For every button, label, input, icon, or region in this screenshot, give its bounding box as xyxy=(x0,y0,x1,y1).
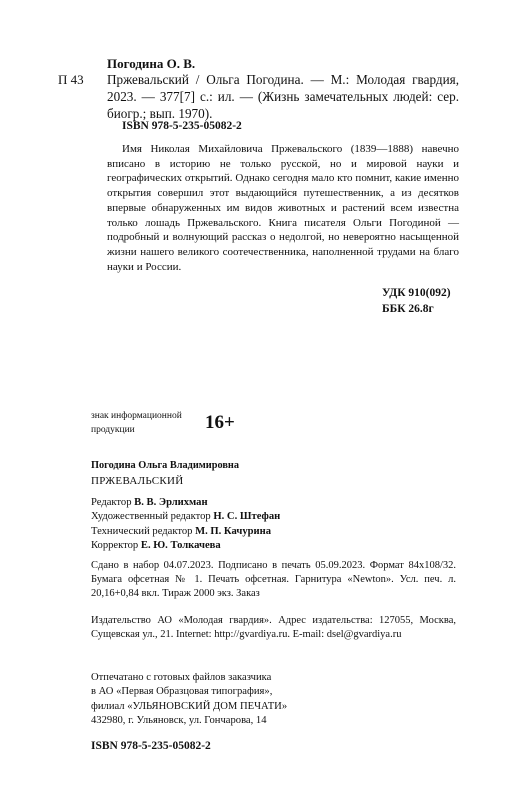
staff-row-art-editor xyxy=(91,510,280,524)
bibliographic-citation: Пржевальский / Ольга Погодина. — М.: Молодая гвардия, 2023. — 377[7] с.: ил. — (Жизнь замечательных людей: сер. биогр.; вып. 1970). xyxy=(107,72,459,121)
isbn-top: ISBN 978-5-235-05082-2 xyxy=(122,120,242,132)
staff-list xyxy=(91,496,280,553)
age-rating: 16+ xyxy=(205,412,235,433)
printer-line: 432980, г. Ульяновск, ул. Гончарова, 14 xyxy=(91,714,267,726)
staff-name: В. В. Эрлихман xyxy=(134,497,208,508)
printer-line: в АО «Первая Образцовая типография», xyxy=(91,686,273,698)
isbn-bottom: ISBN 978-5-235-05082-2 xyxy=(91,740,211,752)
staff-role: Корректор xyxy=(91,539,139,551)
colophon-title: ПРЖЕВАЛЬСКИЙ xyxy=(91,475,184,487)
print-specifications: Сдано в набор 04.07.2023. Подписано в печать 05.09.2023. Формат 84x108/32. Бумага офсетная № 1. Печать офсетная. Гарнитура «Newton». Усл. печ. л. 20,16+0,84 вкл. Тираж 2000 экз. Заказ xyxy=(91,560,456,600)
printer-info xyxy=(91,671,287,728)
staff-name: Н. С. Штефан xyxy=(213,511,281,523)
printer-line: Отпечатано с готовых файлов заказчика xyxy=(91,672,272,683)
age-mark-label: знак информационной продукции xyxy=(91,411,182,435)
printer-line: филиал «УЛЬЯНОВСКИЙ ДОМ ПЕЧАТИ» xyxy=(91,700,288,712)
udk-code: УДК 910(092) xyxy=(382,287,451,299)
classification-code: П 43 xyxy=(58,72,84,87)
bbk-code: ББК 26.8г xyxy=(382,303,434,315)
staff-role: Технический редактор xyxy=(91,525,193,537)
staff-row-tech-editor xyxy=(91,525,280,539)
publisher-address: Издательство АО «Молодая гвардия». Адрес издательства: 127055, Москва, Сущевская ул., 21. Internet: http://gvardiya.ru. E-mail: dsel@gvardiya.ru xyxy=(91,615,456,641)
staff-row-editor xyxy=(91,496,280,510)
staff-row-proofreader xyxy=(91,539,280,553)
staff-role: Художественный редактор xyxy=(91,511,211,523)
staff-name: М. П. Качурина xyxy=(195,525,272,537)
book-abstract: Имя Николая Михайловича Пржевальского (1839—1888) навечно вписано в историю не только русской, но и мировой науки и географических открытий. Однако сегодня мало кто помнит, какие именно открытия совершил этот выдающийся путешественник, а из десятков впервые обнаруженных им видов животных и растений всем известна только лошадь Пржевальского. Книга писателя Ольги Погодиной — подробный и волнующий рассказ о недолгой, но невероятно насыщенной жизни нашего великого соотечественника, наполненной трудами на благо науки и России. xyxy=(107,143,459,273)
author-heading: Погодина О. В. xyxy=(107,56,196,71)
staff-name: Е. Ю. Толкачева xyxy=(140,539,221,551)
staff-role: Редактор xyxy=(91,497,132,508)
colophon-author: Погодина Ольга Владимировна xyxy=(91,460,239,471)
